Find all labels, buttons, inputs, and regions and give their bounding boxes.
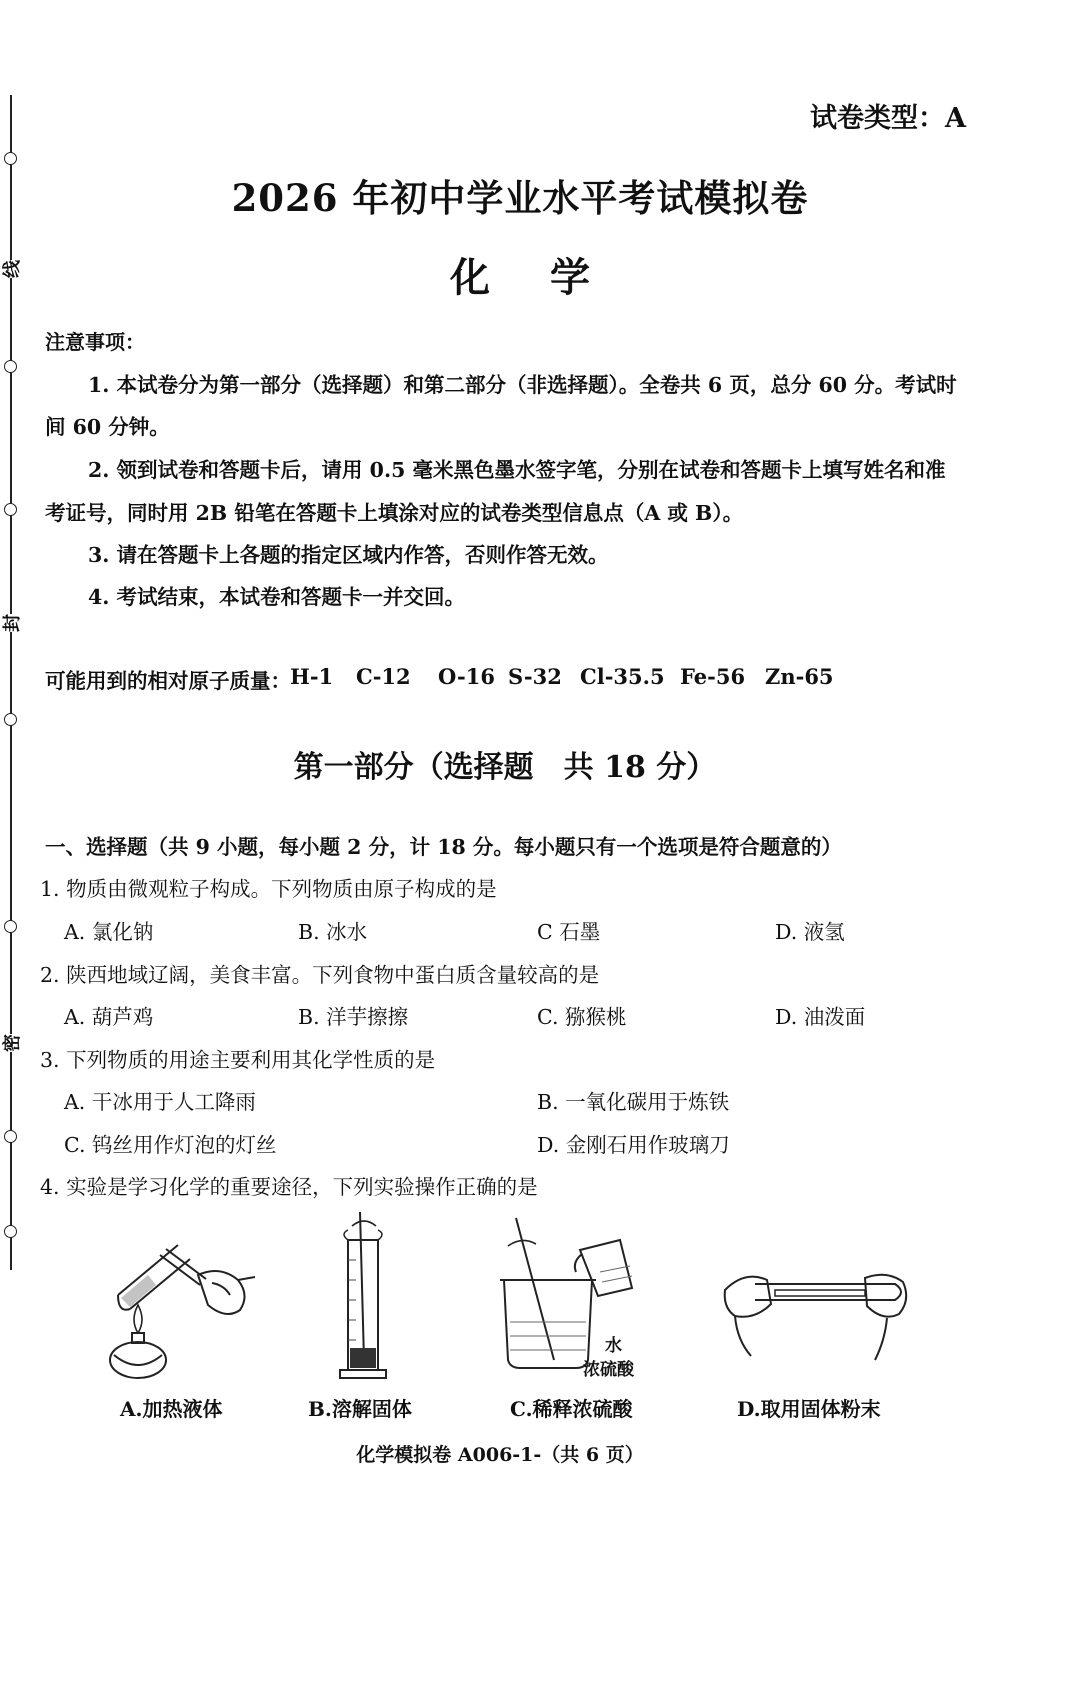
figure-label-water: 水 [605,1336,622,1356]
notice-item-3: 3. 请在答题卡上各题的指定区域内作答，否则作答无效。 [88,543,609,567]
question-3-option-d: D. 金刚石用作玻璃刀 [537,1133,730,1157]
question-2-option-b: B. 洋芋擦擦 [298,1005,409,1029]
atomic-mass-value: H-1 [290,664,334,689]
page-footer: 化学模拟卷 A006-1-（共 6 页） [356,1444,644,1466]
question-4-stem: 4. 实验是学习化学的重要途径，下列实验操作正确的是 [40,1175,538,1199]
margin-label-xian: 线 [0,260,24,278]
question-4-option-c: C.稀释浓硫酸 [510,1397,633,1421]
question-4-option-d: D.取用固体粉末 [737,1397,881,1421]
question-3-stem: 3. 下列物质的用途主要利用其化学性质的是 [40,1048,436,1072]
question-2-option-a: A. 葫芦鸡 [64,1005,154,1029]
figure-diluting-acid [490,1210,660,1380]
question-4-option-b: B.溶解固体 [308,1397,412,1421]
paper-type: 试卷类型：A [810,103,966,134]
question-1-option-c: C 石墨 [537,920,601,944]
atomic-mass-value: Cl-35.5 [580,664,665,689]
margin-circle [4,152,17,165]
question-1-stem: 1. 物质由微观粒子构成。下列物质由原子构成的是 [40,877,497,901]
question-1-option-a: A. 氯化钠 [64,920,154,944]
margin-label-mi: 密 [0,1034,24,1052]
notice-item-4: 4. 考试结束，本试卷和答题卡一并交回。 [88,585,466,609]
margin-circle [4,920,17,933]
figure-taking-powder [715,1260,915,1370]
margin-circle [4,360,17,373]
question-3-option-a: A. 干冰用于人工降雨 [64,1090,256,1114]
subject-title: 化学 [450,254,650,301]
question-1-option-d: D. 液氢 [775,920,845,944]
question-1-option-b: B. 冰水 [298,920,368,944]
section-heading: 一、选择题（共 9 小题，每小题 2 分，计 18 分。每小题只有一个选项是符合题意的） [45,835,842,859]
notice-heading: 注意事项： [45,330,145,354]
notice-item-1: 1. 本试卷分为第一部分（选择题）和第二部分（非选择题）。全卷共 6 页，总分 60 分。考试时 [88,373,957,397]
atomic-mass-label: 可能用到的相对原子质量： [45,669,291,693]
notice-item-2-cont: 考证号，同时用 2B 铅笔在答题卡上填涂对应的试卷类型信息点（A 或 B）。 [45,501,744,525]
question-2-option-d: D. 油泼面 [775,1005,866,1029]
margin-circle [4,1130,17,1143]
exam-title: 2026 年初中学业水平考试模拟卷 [231,176,809,220]
question-2-stem: 2. 陕西地域辽阔，美食丰富。下列食物中蛋白质含量较高的是 [40,963,600,987]
question-3-option-b: B. 一氧化碳用于炼铁 [537,1090,730,1114]
margin-circle [4,503,17,516]
atomic-mass-value: C-12 [356,664,411,689]
part-title: 第一部分（选择题 共 18 分） [293,750,717,785]
atomic-mass-value: Fe-56 [680,664,746,689]
margin-circle [4,1225,17,1238]
question-3-option-c: C. 钨丝用作灯泡的灯丝 [64,1133,277,1157]
margin-circle [4,713,17,726]
notice-item-2: 2. 领到试卷和答题卡后，请用 0.5 毫米黑色墨水签字笔，分别在试卷和答题卡上填写姓名和准 [88,458,946,482]
question-4-option-a: A.加热液体 [120,1397,223,1421]
question-2-option-c: C. 猕猴桃 [537,1005,627,1029]
figure-label-acid: 浓硫酸 [583,1360,634,1380]
atomic-mass-value: S-32 [508,664,562,689]
margin-label-feng: 封 [0,614,24,632]
atomic-mass-value: Zn-65 [765,664,834,689]
atomic-mass-value: O-16 [438,664,496,689]
figure-heating-liquid [100,1225,260,1385]
figure-dissolving-solid [330,1210,400,1385]
notice-item-1-cont: 间 60 分钟。 [45,415,170,439]
